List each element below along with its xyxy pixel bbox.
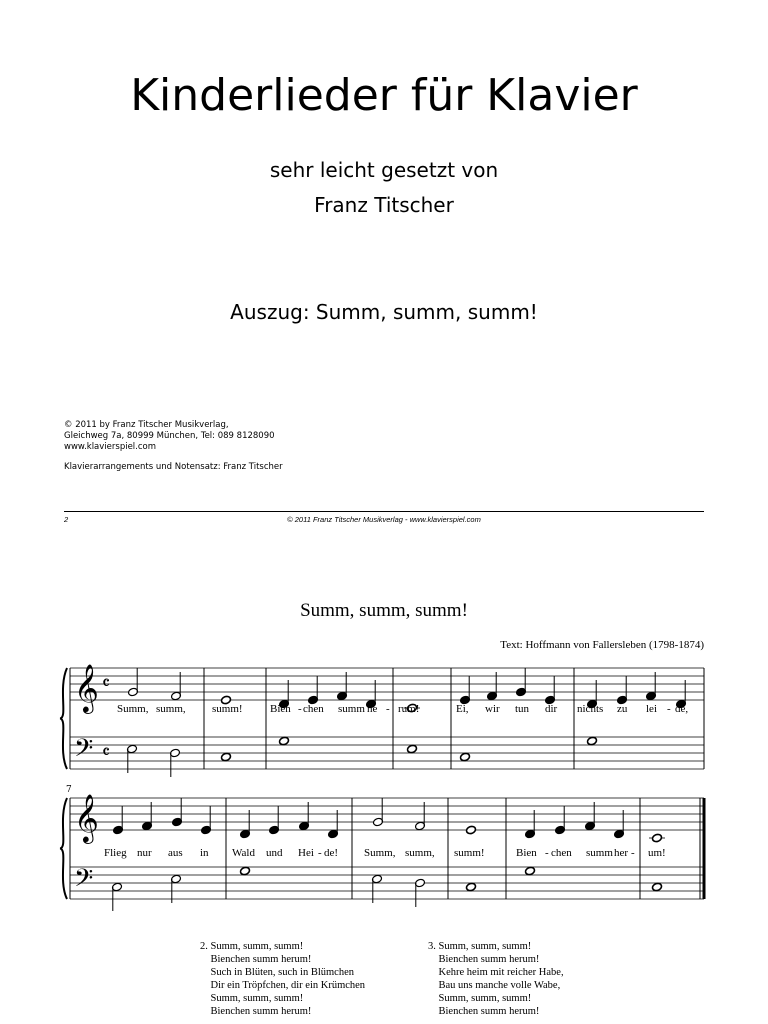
lyric-syllable: de! xyxy=(324,847,339,859)
verse-line: 3. Summ, summ, summ! xyxy=(428,941,532,952)
lyric-syllable: und xyxy=(266,847,283,859)
time-signature: 𝄴 xyxy=(102,742,111,763)
lyric-syllable: summ! xyxy=(454,847,485,859)
lyric-syllable: rum! xyxy=(398,703,420,715)
lyric-syllable: summ xyxy=(338,703,365,715)
lyric-syllable: Wald xyxy=(232,847,255,859)
lyric-syllable: Bien xyxy=(270,703,291,715)
note-head xyxy=(407,744,418,754)
treble-clef: 𝄞 xyxy=(74,663,99,712)
imprint-line-3: www.klavierspiel.com xyxy=(64,442,157,452)
verse-line: Bienchen summ herum! xyxy=(428,1006,540,1017)
lyric-syllable: chen xyxy=(303,703,324,715)
lyric-syllable: chen xyxy=(551,847,572,859)
imprint-line-1: © 2011 by Franz Titscher Musikverlag, xyxy=(64,420,229,430)
lyric-syllable: tun xyxy=(515,703,530,715)
note-head xyxy=(587,736,598,746)
verse-3 xyxy=(428,940,564,1018)
bass-clef: 𝄢 xyxy=(74,734,94,769)
lyric-syllable: Bien xyxy=(516,847,537,859)
note-head xyxy=(466,825,477,835)
note-head xyxy=(460,752,471,762)
note-head xyxy=(652,833,663,843)
verse-line: 2. Summ, summ, summ! xyxy=(200,941,304,952)
subtitle: sehr leicht gesetzt von xyxy=(269,158,499,182)
lyric-syllable: wir xyxy=(485,703,500,715)
lyric-syllable: - xyxy=(386,703,390,715)
lyric-syllable: summ! xyxy=(212,703,243,715)
lyric-syllable: zu xyxy=(617,703,628,715)
lyric-syllable: - xyxy=(545,847,549,859)
lyric-syllable: de, xyxy=(675,703,689,715)
verse-line: Kehre heim mit reicher Habe, xyxy=(428,967,564,978)
note-head xyxy=(240,866,251,876)
lyric-syllable: Summ, xyxy=(364,847,396,859)
imprint-line-4: Klavierarrangements und Notensatz: Franz Titscher xyxy=(64,462,283,472)
verse-line: Such in Blüten, such in Blümchen xyxy=(200,967,354,978)
lyric-syllable: her xyxy=(614,847,629,859)
lyric-syllable: - xyxy=(318,847,322,859)
lyrics-credit: Text: Hoffmann von Fallersleben (1798-1874) xyxy=(500,639,704,651)
excerpt-title: Auszug: Summ, summ, summ! xyxy=(230,300,538,324)
verse-line: Bienchen summ herum! xyxy=(200,1006,312,1017)
lyric-syllable: nichts xyxy=(577,703,604,715)
author-name: Franz Titscher xyxy=(314,193,454,217)
note-head xyxy=(525,866,536,876)
verse-line: Bienchen summ herum! xyxy=(428,954,540,965)
verse-line: Bau uns manche volle Wabe, xyxy=(428,980,561,991)
imprint-line-2: Gleichweg 7a, 80999 München, Tel: 089 8128090 xyxy=(64,431,275,441)
bass-clef: 𝄢 xyxy=(74,864,94,899)
verse-line: Summ, summ, summ! xyxy=(200,993,304,1004)
lyric-syllable: aus xyxy=(168,847,183,859)
lyric-syllable: - xyxy=(631,847,635,859)
lyric-syllable: Summ, xyxy=(117,703,149,715)
verse-line: Dir ein Tröpfchen, dir ein Krümchen xyxy=(200,980,366,991)
brace xyxy=(60,798,67,899)
lyric-syllable: Hei xyxy=(298,847,314,859)
note-head xyxy=(279,736,290,746)
verse-line: Bienchen summ herum! xyxy=(200,954,312,965)
time-signature: 𝄴 xyxy=(102,673,111,694)
lyric-syllable: summ, xyxy=(405,847,435,859)
book-title: Kinderlieder für Klavier xyxy=(130,70,638,121)
lyric-syllable: um! xyxy=(648,847,666,859)
note-head xyxy=(466,882,477,892)
lyric-syllable: Ei, xyxy=(456,703,469,715)
measure-number: 7 xyxy=(66,785,72,795)
footer-copyright: © 2011 Franz Titscher Musikverlag - www.klavierspiel.com xyxy=(287,515,481,524)
lyric-syllable: summ, xyxy=(156,703,186,715)
lyric-syllable: nur xyxy=(137,847,152,859)
verse-2 xyxy=(200,940,365,1018)
page-number: 2 xyxy=(64,515,69,524)
note-head xyxy=(652,882,663,892)
lyric-syllable: - xyxy=(667,703,671,715)
lyric-syllable: summ xyxy=(586,847,613,859)
treble-clef: 𝄞 xyxy=(74,793,99,842)
verse-line: Summ, summ, summ! xyxy=(428,993,532,1004)
song-title: Summ, summ, summ! xyxy=(300,600,468,621)
note-head xyxy=(221,752,232,762)
lyric-syllable: dir xyxy=(545,703,558,715)
lyric-syllable: in xyxy=(200,847,209,859)
brace xyxy=(60,668,67,769)
lyric-syllable: he xyxy=(367,703,378,715)
lyric-syllable: - xyxy=(298,703,302,715)
lyric-syllable: Flieg xyxy=(104,847,127,859)
lyric-syllable: lei xyxy=(646,703,657,715)
